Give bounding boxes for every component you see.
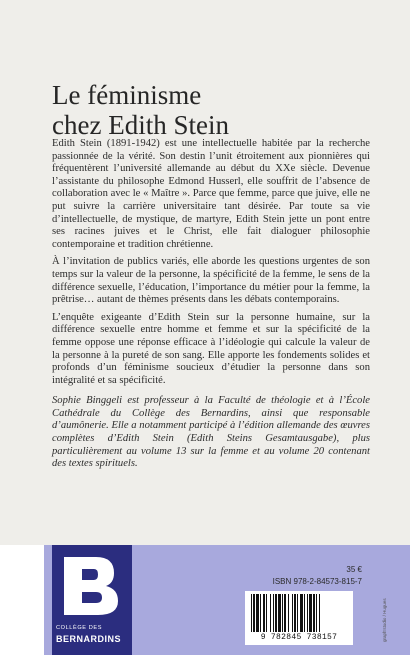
barcode-bar <box>284 594 286 632</box>
book-title-line-1: Le féminisme <box>52 80 202 110</box>
barcode-bar <box>288 594 289 632</box>
barcode-number: 9 782845 738157 <box>260 633 338 642</box>
barcode-bar <box>256 594 259 632</box>
design-credit: graph'studio / Hugues <box>382 598 387 642</box>
barcode-bar <box>297 594 298 632</box>
barcode <box>245 591 353 645</box>
barcode-bar <box>313 594 315 632</box>
barcode-bar <box>260 594 261 632</box>
blurb-paragraph-3: L’enquête exigeante d’Edith Stein sur la personne humaine, sur la différence sexuelle entre homme et femme et sur la spécificité de la femme oppose une réponse efficace à l’idéologie qui calcule la valeur de la personne à la pureté de son sang. Elle apporte les fondements solides et profonds d’un féminisme soucieux d’étudier la personne dans son intégralité et sa spécificité. <box>52 311 370 386</box>
barcode-bar <box>273 594 274 632</box>
barcode-bar <box>251 594 252 632</box>
book-title-line-2: chez Edith Stein <box>52 110 229 140</box>
author-bio: Sophie Binggeli est professeur à la Faculté de théologie et à l’École Cathédrale du Collège des Bernardins, ainsi que responsable d’aumônerie. Elle a notamment participé à l’édition allemande des œuvres complètes d’Edith Stein (Edith Steins Gesamtausgabe), plus particulièrement au volume 13 sur la femme et au volume 20 contenant des textes spirituels. <box>52 395 370 470</box>
publisher-name-line-2: BERNARDINS <box>56 634 122 644</box>
publisher-b-mark-icon <box>52 555 132 617</box>
barcode-bar <box>266 594 267 632</box>
blurb-paragraph-2: À l’invitation de publics variés, elle aborde les questions urgentes de son temps sur la valeur de la personne, la spécificité de la femme, le sens de la différence sexuelle, l’éducation, l’importance du métier pour la femme, la prêtrise… autant de thèmes présents dans les débats contemporains. <box>52 256 370 306</box>
barcode-bar <box>319 594 320 632</box>
blurb-paragraph-1: Edith Stein (1891-1942) est une intellectuelle habitée par la recherche passionnée de la vérité. Son destin l’unit étroitement aux pionnières qui fréquentèrent l’université allemande au début du XXe siècle. Devenue l’assistante du philosophe Edmond Husserl, elle souffrit de l’absence de collaboration avec le « Maître ». Parce que femme, parce que juive, elle ne put suivre la carrière universitaire tant désirée. Par toute sa vie d’intellectuelle, de mystique, de martyre, Edith Stein jette un pont entre ses racines juives et le Christ, elle fait dialoguer philosophie contemporaine et tradition chrétienne. <box>52 138 370 250</box>
barcode-bar <box>278 594 281 632</box>
publisher-name-line-1: COLLÈGE DES <box>56 625 103 631</box>
publisher-logo <box>52 545 132 655</box>
barcode-bar <box>300 594 303 632</box>
barcode-bar <box>316 594 317 632</box>
blurb <box>52 138 370 476</box>
book-title <box>52 80 372 140</box>
barcode-bar <box>309 594 312 632</box>
barcode-bar <box>270 594 271 632</box>
barcode-bar <box>292 594 293 632</box>
barcode-bars-icon <box>249 594 349 632</box>
barcode-bar <box>282 594 283 632</box>
barcode-bar <box>307 594 308 632</box>
isbn: ISBN 978-2-84573-815-7 <box>272 577 362 586</box>
barcode-bar <box>304 594 305 632</box>
barcode-bar <box>275 594 277 632</box>
price: 35 € <box>346 565 362 574</box>
barcode-bar <box>253 594 255 632</box>
barcode-bar <box>294 594 296 632</box>
barcode-bar <box>263 594 265 632</box>
